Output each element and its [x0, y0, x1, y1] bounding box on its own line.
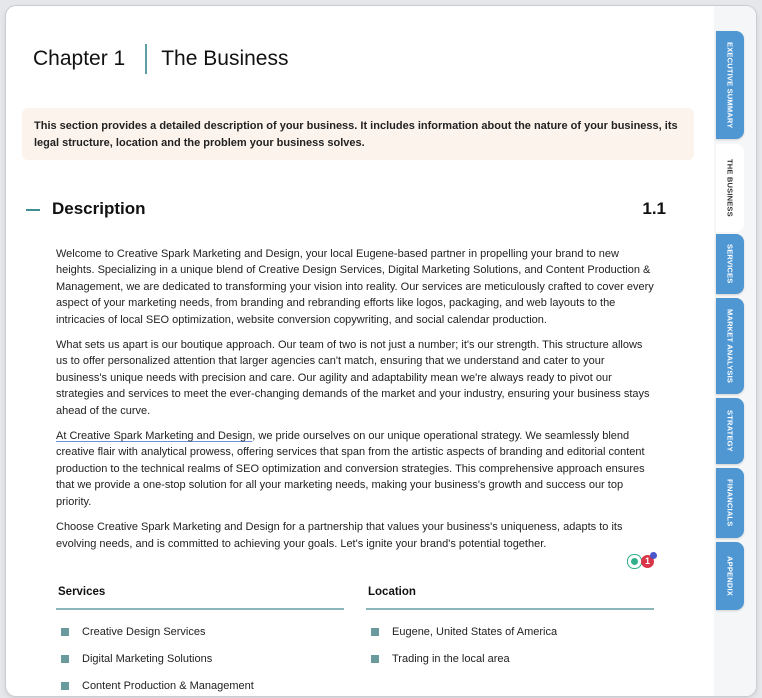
- list-item: [56, 653, 344, 666]
- tab-executive-summary[interactable]: [716, 31, 744, 139]
- intro-callout: [22, 108, 694, 160]
- services-title: Services: [58, 586, 106, 598]
- tab-the-business[interactable]: [716, 144, 744, 232]
- section-title: Description: [52, 199, 146, 218]
- chapter-divider: [145, 44, 147, 74]
- tab-market-analysis[interactable]: [716, 298, 744, 394]
- list-item-label: Creative Design Services: [82, 626, 206, 638]
- paragraph[interactable]: Welcome to Creative Spark Marketing and Design, your local Eugene-based partner in propelling your brand to new heights. Specializing in a unique blend of Creative Design Services, Digital Marketing Solutions, and Content Production & Management, we are dedicated to transforming your vision into reality. Our services are meticulously crafted to cover every aspect of your marketing needs, from branding and rebranding efforts like logos, packaging, and web layouts to the intricacies of local SEO optimization, website conversion copywriting, and social calendar production.: [56, 248, 654, 326]
- tab-label: APPENDIX: [725, 556, 735, 596]
- divider: [366, 608, 654, 610]
- tab-services[interactable]: [716, 234, 744, 294]
- tab-label: MARKET ANALYSIS: [725, 308, 735, 384]
- location-title: Location: [368, 586, 416, 598]
- list-item: [56, 626, 344, 639]
- description-body[interactable]: [56, 246, 656, 561]
- spellcheck-underline[interactable]: At Creative Spark Marketing and Design: [56, 430, 253, 443]
- divider: [56, 608, 344, 610]
- tab-label: FINANCIALS: [725, 479, 735, 527]
- paragraph[interactable]: What sets us apart is our boutique approach. Our team of two is not just a number; it's our strength. This structure allows us to offer personalized attention that larger agencies can't match, ensuring that we understand and cater to your business's unique needs with precision and care. Our agility and adaptability mean we're always ready to pivot our strategies and services to meet the ever-changing demands of the market and your industry, ensuring your business stays ahead of the curve.: [56, 339, 650, 417]
- tab-label: STRATEGY: [725, 410, 735, 452]
- bullet-icon: [371, 655, 379, 663]
- bullet-icon: [61, 655, 69, 663]
- bullet-icon: [371, 628, 379, 636]
- list-item-label: Content Production & Management: [82, 680, 254, 692]
- tab-label: THE BUSINESS: [725, 159, 735, 217]
- list-item: [366, 653, 654, 666]
- grammar-assistant-badge[interactable]: [625, 552, 659, 570]
- location-list: [366, 626, 654, 666]
- notification-dot-icon: [650, 552, 657, 559]
- tab-financials[interactable]: [716, 468, 744, 538]
- tab-appendix[interactable]: [716, 542, 744, 610]
- chapter-tab-rail: [714, 6, 756, 696]
- section-number: 1.1: [642, 199, 666, 218]
- collapse-icon[interactable]: [26, 209, 40, 211]
- suggestion-count-badge[interactable]: 1: [641, 555, 654, 568]
- chapter-number: Chapter 1: [33, 47, 126, 70]
- list-item-label: Eugene, United States of America: [392, 626, 558, 638]
- chapter-title: The Business: [161, 47, 289, 70]
- document-page: [6, 6, 714, 696]
- services-column: [56, 586, 344, 696]
- app-window: [6, 6, 756, 696]
- paragraph[interactable]: Choose Creative Spark Marketing and Design for a partnership that values your business's uniqueness, adapts to its evolving needs, and is committed to achieving your goals. Let's ignite your brand's potential together.: [56, 521, 623, 550]
- list-item-label: Trading in the local area: [392, 653, 510, 665]
- tab-label: EXECUTIVE SUMMARY: [725, 41, 735, 129]
- services-list: [56, 626, 344, 693]
- list-item: [366, 626, 654, 639]
- location-column: [366, 586, 654, 680]
- intro-text: This section provides a detailed description of your business. It includes information about the nature of your business, its legal structure, location and the problem your business solves.: [34, 120, 678, 149]
- paragraph-text: , we pride ourselves on our unique operational strategy. We seamlessly blend creative flair with analytical prowess, offering services that span from the artistic aspects of branding and editorial content production to the technical realms of SEO optimization and conversion strategies. This comprehensive approach ensures that we provide a one-stop solution for all your marketing needs, making your business's growth and success our top priority.: [56, 430, 645, 508]
- chapter-header: [33, 42, 288, 76]
- list-item: [56, 680, 344, 693]
- list-item-label: Digital Marketing Solutions: [82, 653, 213, 665]
- tab-strategy[interactable]: [716, 398, 744, 464]
- bullet-icon: [61, 628, 69, 636]
- paragraph[interactable]: [56, 428, 656, 510]
- bullet-icon: [61, 682, 69, 690]
- grammarly-icon[interactable]: [627, 554, 642, 569]
- section-header[interactable]: [26, 199, 666, 223]
- tab-label: SERVICES: [725, 244, 735, 284]
